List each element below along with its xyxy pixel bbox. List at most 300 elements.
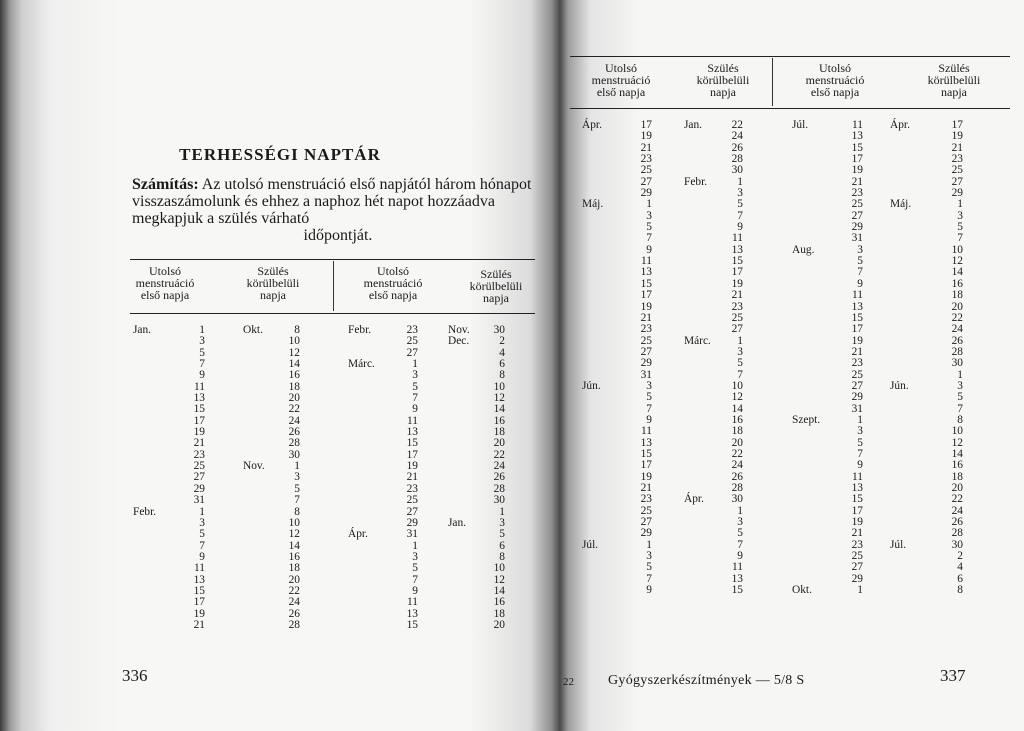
table-cell: 3 — [737, 187, 743, 200]
table-cell: 7 — [737, 368, 743, 381]
table-cell: 13 — [851, 300, 863, 313]
table-cell — [243, 382, 278, 393]
table-cell: 27 — [851, 561, 863, 574]
table-cell: 25 — [851, 550, 863, 563]
table-cell: 3 — [737, 345, 743, 358]
table-cell — [348, 404, 388, 415]
table-cell: 11 — [407, 414, 418, 427]
table-cell: 20 — [951, 482, 963, 494]
table-cell: 19 — [731, 277, 743, 290]
table-cell: 23 — [406, 324, 418, 336]
table-cell: 25 — [851, 368, 863, 381]
table-cell: 14 — [288, 358, 300, 371]
table-cell — [890, 472, 930, 483]
table-cell: 5 — [737, 357, 743, 370]
table-cell: 16 — [288, 550, 300, 563]
table-cell — [243, 416, 278, 427]
table-cell — [133, 586, 173, 597]
table-cell: 11 — [732, 561, 743, 574]
table-cell: 3 — [294, 471, 300, 484]
table-cell: Dec. — [448, 335, 470, 348]
table-cell: 5 — [857, 436, 863, 449]
table-cell — [792, 279, 837, 290]
table-cell: 3 — [646, 550, 652, 563]
table-cell: 24 — [288, 414, 300, 427]
table-cell — [890, 460, 930, 471]
table-cell — [348, 450, 388, 461]
table-cell: 1 — [199, 505, 205, 518]
table-cell: 7 — [737, 209, 743, 222]
table-cell: 27 — [640, 345, 652, 358]
table-cell — [890, 211, 930, 222]
table-cell: 28 — [731, 482, 743, 494]
table-cell — [582, 438, 622, 449]
table-cell — [890, 267, 930, 278]
table-cell: 23 — [851, 357, 863, 370]
table-cell: 25 — [406, 494, 418, 507]
table-cell: 13 — [851, 130, 863, 143]
table-cell: 7 — [957, 232, 963, 245]
block2-menstruation-months — [348, 325, 388, 643]
table-cell — [792, 290, 837, 301]
table-cell — [792, 324, 837, 335]
table-cell: 26 — [288, 607, 300, 620]
table-cell: 8 — [957, 413, 963, 426]
table-cell — [448, 359, 483, 370]
table-cell: Júl. — [792, 119, 809, 131]
table-cell: 7 — [646, 572, 652, 585]
header-last-menstruation-2: Utolsó menstruáció első napja — [363, 264, 423, 302]
table-cell: 1 — [199, 324, 205, 336]
table-cell: 5 — [957, 391, 963, 404]
table-cell — [348, 631, 388, 642]
table-cell — [792, 370, 837, 381]
table-cell — [243, 438, 278, 449]
table-cell: 22 — [493, 448, 505, 461]
table-cell — [243, 393, 278, 404]
table-cell: 1 — [737, 175, 743, 188]
table-cell: Máj. — [582, 198, 604, 211]
table-cell — [582, 336, 622, 347]
table-cell — [243, 541, 278, 552]
table-cell — [792, 222, 837, 233]
table-cell — [133, 484, 173, 495]
table-cell — [890, 562, 930, 573]
table-cell: 20 — [951, 300, 963, 313]
table-cell — [133, 393, 173, 404]
table-cell: 13 — [193, 392, 205, 405]
table-cell: 24 — [951, 323, 963, 336]
table-cell — [448, 597, 483, 608]
table-cell — [582, 222, 622, 233]
right-page — [560, 0, 1024, 731]
table-cell — [890, 415, 930, 426]
table-cell: 29 — [640, 357, 652, 370]
table-cell: 7 — [646, 232, 652, 245]
table-cell: 26 — [951, 334, 963, 347]
table-cell: 26 — [731, 141, 743, 154]
table-cell: 20 — [493, 618, 505, 631]
table-cell: 7 — [412, 573, 418, 586]
table-cell: Jún. — [582, 379, 601, 392]
table-cell: 29 — [951, 187, 963, 200]
table-cell — [890, 517, 930, 528]
table-cell — [582, 165, 622, 176]
table-cell: 14 — [951, 266, 963, 279]
table-cell: 9 — [646, 413, 652, 426]
table-cell: 22 — [951, 493, 963, 506]
table-cell — [890, 245, 930, 256]
table-cell — [890, 165, 930, 176]
table-cell — [890, 290, 930, 301]
table-cell: 18 — [731, 425, 743, 438]
table-cell: 5 — [737, 198, 743, 211]
table-cell: 9 — [857, 459, 863, 472]
table-cell: 5 — [646, 221, 652, 234]
table-cell: 7 — [646, 402, 652, 415]
table-cell — [792, 267, 837, 278]
page-title: TERHESSÉGI NAPTÁR — [179, 145, 381, 164]
table-cell — [582, 517, 622, 528]
table-cell — [582, 472, 622, 483]
table-cell: 10 — [951, 243, 963, 256]
table-cell: Szept. — [792, 413, 821, 426]
table-cell: Aug. — [792, 243, 815, 256]
table-cell: 28 — [731, 153, 743, 166]
table-cell: 21 — [193, 437, 205, 450]
block2-birth-months — [448, 325, 483, 631]
table-cell: 23 — [731, 300, 743, 313]
table-cell: 30 — [493, 494, 505, 507]
table-cell: 24 — [493, 460, 505, 473]
table-cell — [243, 518, 278, 529]
table-cell: 18 — [493, 426, 505, 439]
table-cell: 5 — [646, 561, 652, 574]
table-cell: 5 — [412, 562, 418, 575]
table-cell — [792, 143, 837, 154]
table-cell: 5 — [737, 527, 743, 540]
table-cell: 19 — [851, 164, 863, 177]
table-cell — [890, 404, 930, 415]
table-cell: 23 — [193, 448, 205, 461]
table-cell: 9 — [737, 221, 743, 234]
header-last-menstruation-3: Utolsó menstruáció első napja — [591, 61, 651, 99]
table-cell: 1 — [412, 358, 418, 371]
table-cell: 16 — [493, 596, 505, 609]
table-cell — [348, 461, 388, 472]
table-cell: Ápr. — [582, 119, 602, 131]
table-cell: 22 — [731, 119, 743, 131]
table-cell: 17 — [406, 448, 418, 461]
table-cell — [582, 506, 622, 517]
header-birth-date-4: Szülés körülbelüli napja — [927, 61, 981, 99]
table-cell: 17 — [731, 266, 743, 279]
table-cell — [243, 563, 278, 574]
table-cell — [348, 586, 388, 597]
table-cell: 21 — [193, 618, 205, 631]
table-cell — [448, 575, 483, 586]
table-cell — [792, 211, 837, 222]
table-cell — [243, 620, 278, 631]
table-cell: 12 — [731, 391, 743, 404]
table-cell — [582, 562, 622, 573]
table-cell: 17 — [851, 153, 863, 166]
table-cell — [792, 472, 837, 483]
table-cell: 30 — [731, 164, 743, 177]
table-cell: 23 — [640, 323, 652, 336]
table-cell: 1 — [737, 504, 743, 517]
table-cell — [348, 563, 388, 574]
table-cell: 21 — [851, 345, 863, 358]
table-cell: 1 — [957, 198, 963, 211]
table-cell: 15 — [193, 403, 205, 416]
table-cell — [348, 620, 388, 631]
table-cell: 5 — [857, 255, 863, 268]
table-cell: 31 — [406, 528, 418, 541]
table-cell: 18 — [493, 607, 505, 620]
block1-birth-days — [275, 325, 300, 631]
table-cell: 18 — [288, 380, 300, 393]
table-cell — [448, 438, 483, 449]
table-cell — [890, 324, 930, 335]
table-cell — [582, 290, 622, 301]
table-cell: 21 — [951, 141, 963, 154]
table-cell: 24 — [731, 130, 743, 143]
table-cell: 1 — [294, 460, 300, 473]
table-cell: 12 — [951, 255, 963, 268]
table-cell — [133, 620, 173, 631]
table-cell — [133, 541, 173, 552]
table-cell — [448, 609, 483, 620]
table-cell — [133, 336, 173, 347]
table-cell: 2 — [957, 550, 963, 563]
table-cell: 3 — [412, 550, 418, 563]
table-cell: 4 — [957, 561, 963, 574]
table-cell: 23 — [640, 493, 652, 506]
table-cell — [582, 494, 622, 505]
table-cell: 13 — [731, 572, 743, 585]
table-cell — [133, 438, 173, 449]
table-cell — [792, 449, 837, 460]
table-cell: 10 — [288, 516, 300, 529]
block1-menstruation-days — [180, 325, 205, 631]
table-cell: 7 — [957, 402, 963, 415]
table-cell: 9 — [857, 277, 863, 290]
table-cell: 14 — [493, 403, 505, 416]
table-cell: 12 — [288, 346, 300, 359]
table-cell — [890, 222, 930, 233]
table-cell: 23 — [406, 482, 418, 495]
table-cell — [792, 460, 837, 471]
table-cell: 1 — [499, 505, 505, 518]
table-cell — [792, 313, 837, 324]
table-cell: 17 — [951, 119, 963, 131]
table-cell: 3 — [957, 379, 963, 392]
block3-menstruation-days — [627, 120, 652, 596]
table-cell: 21 — [851, 175, 863, 188]
table-cell — [582, 404, 622, 415]
table-cell: 25 — [640, 504, 652, 517]
table-cell — [582, 154, 622, 165]
table-cell — [582, 279, 622, 290]
table-cell: Febr. — [348, 324, 372, 336]
table-cell: 29 — [851, 391, 863, 404]
table-cell: 9 — [737, 550, 743, 563]
table-cell: 30 — [731, 493, 743, 506]
table-cell: 18 — [288, 562, 300, 575]
table-cell: 25 — [731, 311, 743, 324]
table-cell: Ápr. — [348, 528, 368, 541]
table-cell: 13 — [640, 266, 652, 279]
table-cell: 22 — [951, 311, 963, 324]
table-cell: 29 — [193, 482, 205, 495]
table-cell — [582, 131, 622, 142]
table-cell: 7 — [294, 494, 300, 507]
table-cell — [448, 393, 483, 404]
table-cell — [348, 472, 388, 483]
table-cell — [348, 382, 388, 393]
table-cell — [448, 552, 483, 563]
table-cell: 9 — [199, 550, 205, 563]
right-page-number: 337 — [940, 666, 966, 685]
table-cell: 4 — [499, 346, 505, 359]
table-cell: 25 — [640, 164, 652, 177]
table-cell — [792, 256, 837, 267]
table-cell: 25 — [951, 164, 963, 177]
table-cell: Júl. — [582, 538, 599, 551]
table-cell: 13 — [640, 436, 652, 449]
table-cell: 31 — [851, 402, 863, 415]
block2-menstruation-days — [393, 325, 418, 631]
table-cell: 27 — [640, 516, 652, 529]
table-header-rule — [130, 313, 535, 314]
table-cell — [448, 416, 483, 427]
table-cell — [792, 528, 837, 539]
table-cell — [243, 484, 278, 495]
table-cell — [890, 358, 930, 369]
table-cell — [792, 165, 837, 176]
table-cell: Febr. — [133, 505, 157, 518]
intro-text: Az utolsó menstruáció első napjától három hónapot visszaszámolunk és ehhez a naphoz hét napot hozzáadva megkapjuk a szülés várható — [132, 176, 532, 227]
table-cell: 23 — [951, 153, 963, 166]
table-cell: 18 — [951, 470, 963, 483]
table-cell: Márc. — [684, 334, 711, 347]
table-cell: 13 — [406, 607, 418, 620]
table-cell: 27 — [851, 209, 863, 222]
table-cell: 3 — [857, 243, 863, 256]
table-cell: 9 — [646, 243, 652, 256]
table-cell — [582, 313, 622, 324]
table-cell: Jún. — [890, 379, 909, 392]
table-cell — [243, 427, 278, 438]
table-cell: 11 — [641, 425, 652, 438]
table-cell: 22 — [288, 403, 300, 416]
table-cell: 6 — [957, 572, 963, 585]
table-cell: 3 — [199, 516, 205, 529]
table-cell — [582, 449, 622, 460]
footer-signature-text: Gyógyszerkészítmények — 5/8 S — [608, 673, 805, 688]
table-cell — [792, 188, 837, 199]
table-cell: 10 — [731, 379, 743, 392]
table-header-rule-right — [570, 108, 1010, 109]
table-cell: 12 — [951, 436, 963, 449]
table-cell — [348, 427, 388, 438]
table-cell: 1 — [957, 368, 963, 381]
table-cell — [448, 427, 483, 438]
table-cell — [582, 302, 622, 313]
table-cell: 19 — [193, 607, 205, 620]
table-cell — [133, 382, 173, 393]
table-cell — [582, 483, 622, 494]
table-cell: Márc. — [348, 358, 375, 371]
table-cell: 17 — [640, 119, 652, 131]
table-cell — [582, 585, 622, 596]
table-cell — [348, 541, 388, 552]
block4-birth-days — [938, 120, 963, 596]
table-cell: 26 — [493, 471, 505, 484]
table-cell — [890, 256, 930, 267]
table-cell — [133, 597, 173, 608]
table-cell — [348, 484, 388, 495]
table-cell — [133, 472, 173, 483]
table-cell — [582, 426, 622, 437]
table-cell — [890, 426, 930, 437]
table-cell — [133, 404, 173, 415]
table-cell — [448, 563, 483, 574]
table-cell — [792, 392, 837, 403]
table-cell: 9 — [646, 584, 652, 597]
table-cell: 11 — [852, 470, 863, 483]
table-cell: 18 — [951, 289, 963, 302]
table-cell: 16 — [493, 414, 505, 427]
table-cell: Jan. — [448, 516, 467, 529]
header-last-menstruation: Utolsó menstruáció első napja — [135, 264, 195, 302]
table-cell: 16 — [731, 413, 743, 426]
table-cell — [792, 551, 837, 562]
table-cell — [448, 382, 483, 393]
table-cell: 26 — [951, 516, 963, 529]
table-cell: 12 — [493, 573, 505, 586]
table-cell: 13 — [731, 243, 743, 256]
table-cell: 27 — [640, 175, 652, 188]
table-cell: 13 — [193, 573, 205, 586]
table-cell: 19 — [640, 300, 652, 313]
table-cell — [582, 267, 622, 278]
table-cell — [448, 461, 483, 472]
table-cell — [348, 370, 388, 381]
table-cell: 21 — [406, 471, 418, 484]
table-cell — [582, 460, 622, 471]
table-cell — [243, 552, 278, 563]
table-cell — [243, 495, 278, 506]
table-cell — [448, 472, 483, 483]
table-cell: Máj. — [890, 198, 912, 211]
table-divider — [333, 261, 334, 311]
table-cell: 21 — [731, 289, 743, 302]
table-cell: 16 — [288, 369, 300, 382]
table-cell — [133, 529, 173, 540]
table-cell — [243, 472, 278, 483]
header-birth-date-3: Szülés körülbelüli napja — [696, 61, 750, 99]
table-cell: 21 — [640, 311, 652, 324]
table-cell — [133, 609, 173, 620]
block2-birth-days — [480, 325, 505, 631]
table-cell — [890, 494, 930, 505]
table-cell — [890, 302, 930, 313]
table-cell — [792, 494, 837, 505]
table-cell: 10 — [493, 380, 505, 393]
table-cell — [133, 631, 173, 642]
